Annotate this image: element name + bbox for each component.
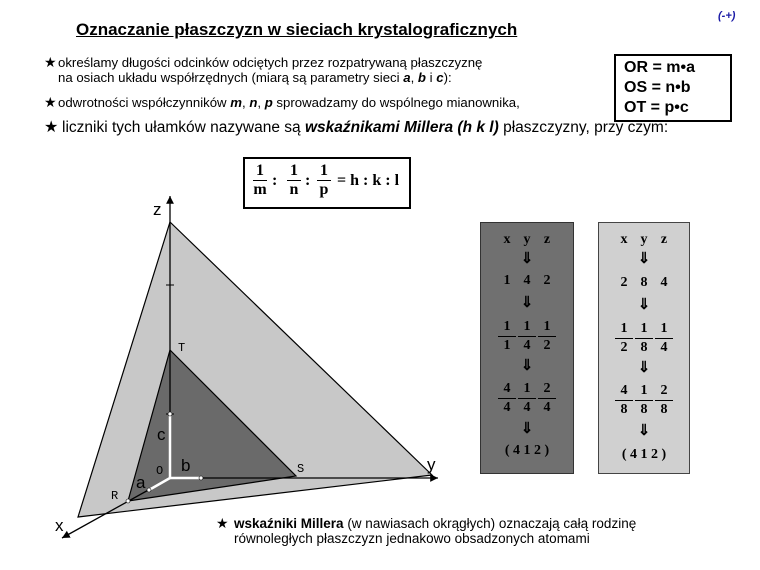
bullet-miller: ★ liczniki tych ułamków nazywane są wskaźnikami Millera (h k l) płaszczyzny, przy czym: [44,119,669,136]
axis-x-label: x [55,516,64,535]
formula-result: = h : k : l [337,172,400,189]
arrow-down-icon: ⇓ [520,421,534,437]
star-icon: ★ [44,94,57,110]
miller-result: ( 4 1 2 ) [621,447,667,462]
axis-z-label: z [153,200,162,219]
axis-y-label: y [427,455,436,474]
vector-a-label: a [136,473,146,492]
footer-note: ★ wskaźniki Millera (w nawiasach okrągłych) oznaczają całą rodzinę równoległych płaszczyzn jednakowo obsadzonych atomami [216,515,637,546]
point-t-label: T [178,341,186,355]
fraction-1-over-n: $\frac{1}{n}$ [287,162,301,199]
arrow-down-icon: ⇓ [637,423,651,439]
point-s-label: S [297,462,305,476]
origin-label: O [156,464,164,478]
arrow-down-icon: ⇓ [520,358,534,374]
arrow-down-icon: ⇓ [637,297,651,313]
corner-mark: (-+) [718,10,736,22]
panel-412-from-284: x y z ⇓ 2 8 4 ⇓ 1 2 1 8 1 4 ⇓ 4 8 1 8 2 8 ⇓ ( 4 1 2 ) [598,222,690,474]
equation-os: OS = n•b [624,79,691,96]
arrow-down-icon: ⇓ [520,251,534,267]
fraction-1-over-p: $\frac{1}{p}$ [317,162,331,199]
page-title: Oznaczanie płaszczyzn w sieciach krystalograficznych [76,20,518,39]
arrow-down-icon: ⇓ [637,360,651,376]
equation-ot: OT = p•c [624,99,689,116]
vector-b-label: b [181,456,191,475]
bullet-intercepts: ★określamy długości odcinków odciętych przez rozpatrywaną płaszczyznę na osiach układu współrzędnych (miarą są parametry sieci a, b i c): [44,54,483,85]
point-r-label: R [111,489,119,503]
arrow-down-icon: ⇓ [520,295,534,311]
equations-box [614,54,732,122]
star-icon: ★ [216,515,229,531]
fraction-1-over-m: $\frac{1}{m}$ [253,162,267,198]
star-icon: ★ [44,119,59,136]
panel-412-from-142: x y z ⇓ 1 4 2 ⇓ 1 1 1 4 1 2 ⇓ 4 4 1 4 2 4 ⇓ ( 4 1 2 ) [480,222,574,474]
miller-result: ( 4 1 2 ) [504,443,550,458]
star-icon: ★ [44,54,57,70]
vector-c-label: c [157,425,166,444]
bullet-reciprocals: ★odwrotności współczynników m, n, p sprowadzamy do wspólnego mianownika, [44,94,520,110]
miller-formula-box: $\frac{1}{m}$ : $\frac{1}{n}$ : $\frac{1}{p}$ = h : k : l [243,157,411,209]
arrow-down-icon: ⇓ [637,251,651,267]
equation-or: OR = m•a [624,59,695,76]
